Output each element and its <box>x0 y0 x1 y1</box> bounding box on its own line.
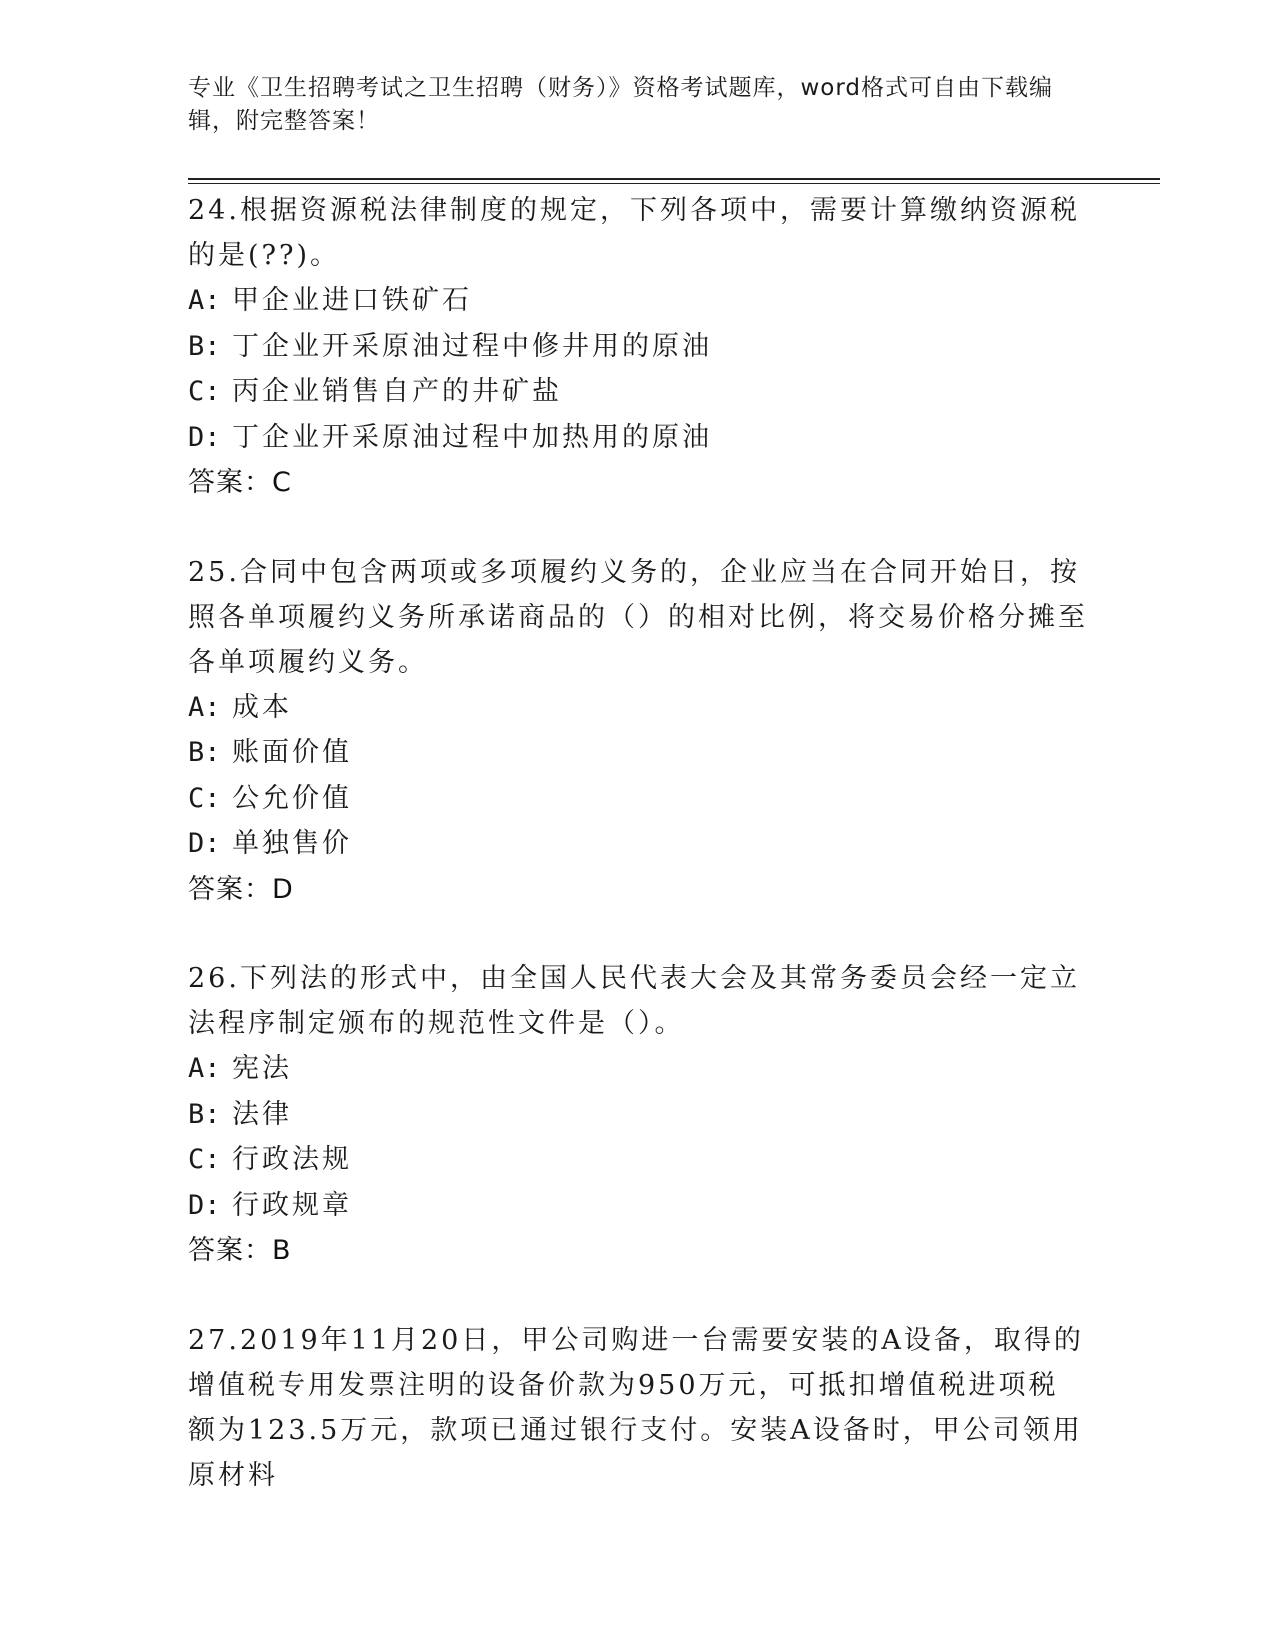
question-27 <box>188 1318 1088 1498</box>
question-text: 25.合同中包含两项或多项履约义务的，企业应当在合同开始日，按照各单项履约义务所承诺商品的（）的相对比例，将交易价格分摊至各单项履约义务。 <box>188 556 1088 678</box>
option-text: 丁企业开采原油过程中加热用的原油 <box>232 421 712 453</box>
question-25 <box>188 550 1088 913</box>
option-b <box>188 730 1088 776</box>
option-text: 行政规章 <box>232 1189 352 1221</box>
option-text: 账面价值 <box>232 737 352 768</box>
option-letter: A: <box>188 691 221 723</box>
option-letter: C: <box>188 1144 221 1175</box>
option-letter: B: <box>188 737 221 768</box>
option-c <box>188 1137 1088 1183</box>
question-spacer <box>188 506 1088 550</box>
option-letter: D: <box>188 828 221 859</box>
option-text: 法律 <box>232 1098 292 1130</box>
option-letter: B: <box>188 330 221 362</box>
option-text: 丙企业销售自产的井矿盐 <box>232 376 562 407</box>
option-d <box>188 415 1088 461</box>
option-text: 单独售价 <box>232 828 352 859</box>
option-a <box>188 685 1088 731</box>
option-text: 公允价值 <box>232 782 352 814</box>
option-c <box>188 776 1088 822</box>
option-c <box>188 369 1088 415</box>
option-letter: C: <box>188 376 221 407</box>
question-text: 27.2019年11月20日，甲公司购进一台需要安装的A设备，取得的增值税专用发票注明的设备价款为950万元，可抵扣增值税进项税额为123.5万元，款项已通过银行支付。安装A设备时，甲公司领用原材料 <box>188 1324 1084 1491</box>
option-d <box>188 821 1088 867</box>
option-text: 甲企业进口铁矿石 <box>232 285 472 316</box>
question-spacer <box>188 912 1088 956</box>
option-letter: B: <box>188 1098 221 1130</box>
question-26 <box>188 956 1088 1274</box>
option-text: 成本 <box>232 691 292 723</box>
option-d <box>188 1183 1088 1229</box>
question-text: 26.下列法的形式中，由全国人民代表大会及其常务委员会经一定立法程序制定颁布的规范性文件是（）。 <box>188 963 1080 1039</box>
question-text: 24.根据资源税法律制度的规定，下列各项中，需要计算缴纳资源税的是(??)。 <box>188 195 1080 271</box>
page-header: 专业《卫生招聘考试之卫生招聘（财务）》资格考试题库，word格式可自由下载编辑，附完整答案！ <box>188 75 1054 134</box>
answer-line: 答案：C <box>188 467 292 498</box>
option-text: 行政法规 <box>232 1144 352 1175</box>
answer-line: 答案：D <box>188 873 294 905</box>
option-letter: A: <box>188 285 221 316</box>
option-letter: A: <box>188 1053 221 1084</box>
header-rule-thick <box>188 178 1160 180</box>
question-list <box>188 188 1088 1498</box>
question-24 <box>188 188 1088 506</box>
option-text: 丁企业开采原油过程中修井用的原油 <box>232 330 712 362</box>
question-spacer <box>188 1274 1088 1318</box>
option-b <box>188 324 1088 370</box>
option-letter: D: <box>188 421 221 453</box>
option-letter: C: <box>188 782 221 814</box>
option-a <box>188 1046 1088 1092</box>
option-text: 宪法 <box>232 1053 292 1084</box>
header-rule-thin <box>188 183 1160 184</box>
option-letter: D: <box>188 1189 221 1221</box>
answer-line: 答案：B <box>188 1235 292 1266</box>
option-b <box>188 1092 1088 1138</box>
option-a <box>188 278 1088 324</box>
